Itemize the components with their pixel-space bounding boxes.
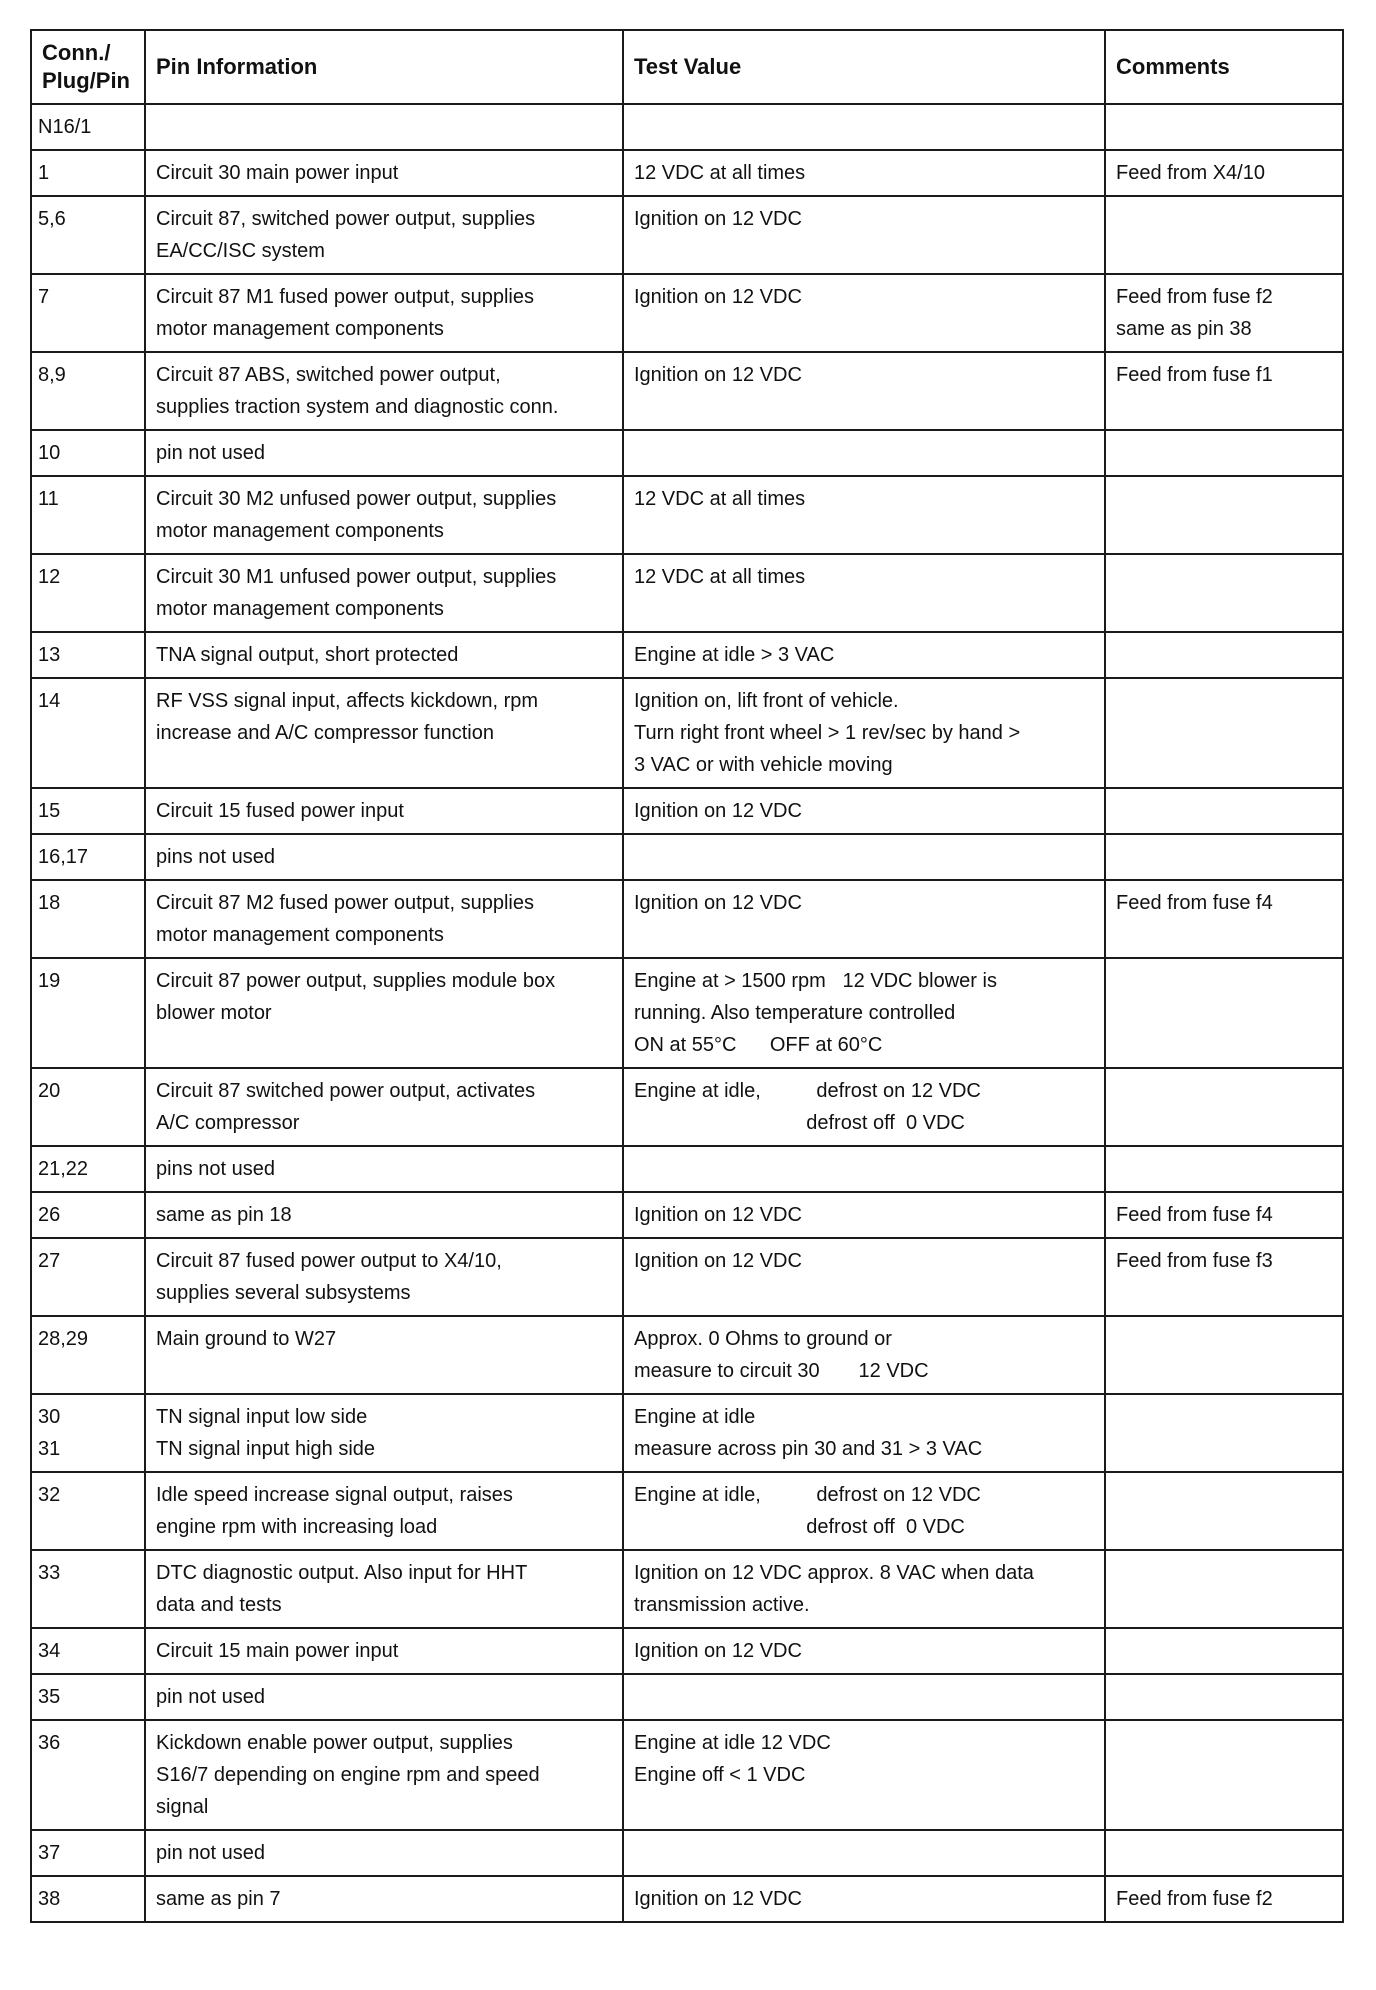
header-pin xyxy=(31,30,145,104)
cell-test-value-line: Engine at idle > 3 VAC xyxy=(634,644,835,666)
cell-pin-line: 1 xyxy=(38,162,50,184)
cell-comments-line: Feed from fuse f4 xyxy=(1116,1204,1273,1226)
cell-pin-line: 10 xyxy=(38,442,61,464)
cell-pin-information-line: motor management components xyxy=(156,924,444,946)
cell-pin-information xyxy=(145,1192,623,1238)
cell-pin-information xyxy=(145,678,623,788)
cell-pin-line: 5,6 xyxy=(38,208,66,230)
cell-pin-information-line: pin not used xyxy=(156,1842,265,1864)
cell-pin-information-line: S16/7 depending on engine rpm and speed xyxy=(156,1764,540,1786)
cell-pin-line: 32 xyxy=(38,1484,61,1506)
cell-test-value-line: defrost off 0 VDC xyxy=(634,1112,965,1134)
table-row xyxy=(31,352,1343,430)
cell-test-value xyxy=(623,476,1105,554)
cell-pin-information-line: Circuit 87 ABS, switched power output, xyxy=(156,364,501,386)
cell-comments xyxy=(1105,1472,1343,1550)
header-pin-line2: Plug/Pin xyxy=(42,68,130,93)
cell-comments xyxy=(1105,104,1343,150)
cell-pin xyxy=(31,150,145,196)
cell-pin-line: 31 xyxy=(38,1438,61,1460)
cell-pin xyxy=(31,1876,145,1922)
cell-pin-information xyxy=(145,1628,623,1674)
cell-comments xyxy=(1105,1550,1343,1628)
cell-pin-information-line: Circuit 87 M1 fused power output, supplies xyxy=(156,286,534,308)
header-pin-line1: Conn./ xyxy=(42,40,111,65)
cell-comments xyxy=(1105,554,1343,632)
table-row xyxy=(31,1720,1343,1830)
cell-pin-information-line: TN signal input low side xyxy=(156,1406,368,1428)
cell-test-value-line: Engine off < 1 VDC xyxy=(634,1764,806,1786)
cell-comments-line: Feed from fuse f3 xyxy=(1116,1250,1273,1272)
cell-pin-information-line: Circuit 15 main power input xyxy=(156,1640,399,1662)
table-row xyxy=(31,958,1343,1068)
cell-pin xyxy=(31,958,145,1068)
cell-pin-information-line: Circuit 87, switched power output, supplies xyxy=(156,208,536,230)
cell-test-value-line: Approx. 0 Ohms to ground or xyxy=(634,1328,892,1350)
cell-pin-information xyxy=(145,632,623,678)
cell-pin xyxy=(31,196,145,274)
cell-pin xyxy=(31,880,145,958)
cell-test-value-line: measure across pin 30 and 31 > 3 VAC xyxy=(634,1438,983,1460)
cell-test-value xyxy=(623,1674,1105,1720)
cell-test-value xyxy=(623,352,1105,430)
table-row xyxy=(31,1674,1343,1720)
table-row xyxy=(31,1830,1343,1876)
cell-test-value-line: Ignition on 12 VDC xyxy=(634,1204,802,1226)
cell-pin-information xyxy=(145,150,623,196)
cell-comments xyxy=(1105,678,1343,788)
cell-pin-line: 15 xyxy=(38,800,61,822)
cell-pin-information-line: TNA signal output, short protected xyxy=(156,644,459,666)
table-row xyxy=(31,104,1343,150)
table-row xyxy=(31,1192,1343,1238)
cell-pin-information-line: RF VSS signal input, affects kickdown, rpm xyxy=(156,690,539,712)
cell-pin xyxy=(31,1830,145,1876)
cell-comments xyxy=(1105,1876,1343,1922)
cell-pin xyxy=(31,1628,145,1674)
cell-test-value-line: Ignition on 12 VDC xyxy=(634,892,802,914)
cell-pin-information-line: supplies several subsystems xyxy=(156,1282,411,1304)
cell-pin-line: 36 xyxy=(38,1732,61,1754)
cell-pin xyxy=(31,678,145,788)
cell-pin-line: 20 xyxy=(38,1080,61,1102)
cell-test-value xyxy=(623,1068,1105,1146)
cell-test-value-line: Ignition on 12 VDC approx. 8 VAC when data xyxy=(634,1562,1034,1584)
cell-test-value-line: Ignition on 12 VDC xyxy=(634,286,802,308)
cell-test-value xyxy=(623,1192,1105,1238)
header-info: Pin Information xyxy=(145,30,623,104)
cell-comments xyxy=(1105,788,1343,834)
cell-pin-information xyxy=(145,1830,623,1876)
cell-comments xyxy=(1105,1146,1343,1192)
cell-test-value xyxy=(623,1720,1105,1830)
table-row xyxy=(31,788,1343,834)
cell-pin-information xyxy=(145,880,623,958)
cell-test-value-line: transmission active. xyxy=(634,1594,810,1616)
cell-comments xyxy=(1105,476,1343,554)
cell-pin-information xyxy=(145,1146,623,1192)
cell-pin-information-line: data and tests xyxy=(156,1594,282,1616)
cell-test-value xyxy=(623,880,1105,958)
cell-pin-information-line: engine rpm with increasing load xyxy=(156,1516,438,1538)
cell-pin-information xyxy=(145,1674,623,1720)
table-row xyxy=(31,834,1343,880)
cell-pin-line: 14 xyxy=(38,690,61,712)
cell-pin-information-line: DTC diagnostic output. Also input for HHT xyxy=(156,1562,528,1584)
cell-pin-information-line: same as pin 18 xyxy=(156,1204,292,1226)
cell-pin-information-line: Main ground to W27 xyxy=(156,1328,337,1350)
cell-test-value-line: measure to circuit 30 12 VDC xyxy=(634,1360,929,1382)
cell-comments xyxy=(1105,1394,1343,1472)
cell-test-value-line: 12 VDC at all times xyxy=(634,488,806,510)
cell-test-value-line: defrost off 0 VDC xyxy=(634,1516,965,1538)
cell-pin-line: 7 xyxy=(38,286,50,308)
cell-test-value xyxy=(623,274,1105,352)
table-row xyxy=(31,150,1343,196)
cell-pin-line: 16,17 xyxy=(38,846,89,868)
cell-test-value xyxy=(623,788,1105,834)
cell-pin xyxy=(31,788,145,834)
table-body xyxy=(31,104,1343,1922)
table-row xyxy=(31,476,1343,554)
cell-comments-line: same as pin 38 xyxy=(1116,318,1252,340)
cell-pin-information-line: supplies traction system and diagnostic conn. xyxy=(156,396,559,418)
cell-pin-information-line: Kickdown enable power output, supplies xyxy=(156,1732,513,1754)
cell-pin-information-line: blower motor xyxy=(156,1002,272,1024)
table-row xyxy=(31,554,1343,632)
cell-test-value-line: Ignition on 12 VDC xyxy=(634,364,802,386)
cell-test-value-line: Engine at idle 12 VDC xyxy=(634,1732,831,1754)
cell-pin-information xyxy=(145,1550,623,1628)
cell-pin-line: 21,22 xyxy=(38,1158,89,1180)
cell-test-value-line: Ignition on 12 VDC xyxy=(634,1888,802,1910)
cell-pin xyxy=(31,1472,145,1550)
cell-pin-line: 27 xyxy=(38,1250,61,1272)
cell-test-value xyxy=(623,1238,1105,1316)
cell-pin xyxy=(31,1550,145,1628)
cell-comments xyxy=(1105,1068,1343,1146)
cell-comments-line: Feed from fuse f2 xyxy=(1116,1888,1273,1910)
cell-test-value xyxy=(623,554,1105,632)
cell-pin-information xyxy=(145,1068,623,1146)
cell-pin-information-line: motor management components xyxy=(156,520,444,542)
cell-test-value xyxy=(623,1394,1105,1472)
cell-pin xyxy=(31,476,145,554)
cell-pin xyxy=(31,1394,145,1472)
cell-pin xyxy=(31,352,145,430)
cell-test-value xyxy=(623,958,1105,1068)
cell-pin-line: 26 xyxy=(38,1204,61,1226)
cell-pin-line: 38 xyxy=(38,1888,61,1910)
cell-pin-line: 13 xyxy=(38,644,61,666)
header-comments: Comments xyxy=(1105,30,1343,104)
cell-comments-line: Feed from fuse f1 xyxy=(1116,364,1273,386)
cell-pin-information xyxy=(145,274,623,352)
cell-pin-information xyxy=(145,1472,623,1550)
cell-pin-information-line: Circuit 87 switched power output, activates xyxy=(156,1080,536,1102)
cell-comments xyxy=(1105,1830,1343,1876)
cell-pin-information xyxy=(145,196,623,274)
cell-pin-line: 8,9 xyxy=(38,364,66,386)
cell-pin-information-line: pins not used xyxy=(156,1158,275,1180)
cell-pin-information xyxy=(145,834,623,880)
cell-comments-line: Feed from fuse f4 xyxy=(1116,892,1273,914)
cell-comments xyxy=(1105,1192,1343,1238)
cell-test-value-line: Ignition on 12 VDC xyxy=(634,800,802,822)
cell-pin xyxy=(31,1238,145,1316)
cell-test-value-line: Ignition on 12 VDC xyxy=(634,1250,802,1272)
cell-comments xyxy=(1105,958,1343,1068)
cell-pin-information-line: Circuit 87 M2 fused power output, supplies xyxy=(156,892,534,914)
cell-pin xyxy=(31,1316,145,1394)
cell-pin-information xyxy=(145,1316,623,1394)
cell-pin-information xyxy=(145,958,623,1068)
cell-comments xyxy=(1105,150,1343,196)
table-row xyxy=(31,1472,1343,1550)
cell-test-value-line: 3 VAC or with vehicle moving xyxy=(634,754,893,776)
cell-pin-information xyxy=(145,476,623,554)
cell-comments xyxy=(1105,1316,1343,1394)
cell-pin xyxy=(31,1720,145,1830)
cell-pin xyxy=(31,104,145,150)
cell-test-value-line: 12 VDC at all times xyxy=(634,162,806,184)
cell-test-value xyxy=(623,834,1105,880)
cell-pin-line: 12 xyxy=(38,566,61,588)
cell-pin xyxy=(31,632,145,678)
table-row xyxy=(31,1550,1343,1628)
table-row xyxy=(31,1876,1343,1922)
cell-pin xyxy=(31,1192,145,1238)
cell-pin-information-line: Circuit 15 fused power input xyxy=(156,800,404,822)
cell-pin xyxy=(31,1068,145,1146)
cell-test-value xyxy=(623,1876,1105,1922)
cell-test-value-line: Ignition on 12 VDC xyxy=(634,208,802,230)
table-row xyxy=(31,880,1343,958)
table-row xyxy=(31,430,1343,476)
cell-pin-line: 19 xyxy=(38,970,61,992)
cell-test-value xyxy=(623,104,1105,150)
cell-comments xyxy=(1105,196,1343,274)
cell-test-value-line: Ignition on, lift front of vehicle. xyxy=(634,690,899,712)
header-row xyxy=(31,30,1343,104)
cell-comments xyxy=(1105,1238,1343,1316)
cell-pin xyxy=(31,554,145,632)
cell-test-value-line: ON at 55°C OFF at 60°C xyxy=(634,1034,883,1056)
cell-pin-information-line: Circuit 87 power output, supplies module box xyxy=(156,970,556,992)
cell-pin-information-line: increase and A/C compressor function xyxy=(156,722,494,744)
cell-pin-line: 35 xyxy=(38,1686,61,1708)
cell-pin-line: 34 xyxy=(38,1640,61,1662)
cell-comments xyxy=(1105,632,1343,678)
cell-pin-information xyxy=(145,1720,623,1830)
cell-pin-information xyxy=(145,788,623,834)
cell-test-value-line: running. Also temperature controlled xyxy=(634,1002,956,1024)
cell-comments xyxy=(1105,1720,1343,1830)
cell-test-value-line: Turn right front wheel > 1 rev/sec by hand > xyxy=(634,722,1021,744)
pin-table xyxy=(30,29,1344,1923)
cell-pin-line: 37 xyxy=(38,1842,61,1864)
cell-test-value xyxy=(623,1550,1105,1628)
cell-comments xyxy=(1105,834,1343,880)
cell-test-value-line: Engine at idle xyxy=(634,1406,756,1428)
cell-pin-information xyxy=(145,554,623,632)
cell-pin-information-line: TN signal input high side xyxy=(156,1438,376,1460)
cell-pin xyxy=(31,1146,145,1192)
cell-test-value xyxy=(623,1628,1105,1674)
table-row xyxy=(31,632,1343,678)
cell-pin-information xyxy=(145,1394,623,1472)
cell-pin-line: N16/1 xyxy=(38,116,92,138)
cell-pin-line: 30 xyxy=(38,1406,61,1428)
cell-comments xyxy=(1105,1674,1343,1720)
cell-comments-line: Feed from fuse f2 xyxy=(1116,286,1273,308)
cell-test-value xyxy=(623,1146,1105,1192)
cell-comments xyxy=(1105,352,1343,430)
cell-pin xyxy=(31,274,145,352)
table-row xyxy=(31,1068,1343,1146)
cell-pin xyxy=(31,1674,145,1720)
cell-comments xyxy=(1105,430,1343,476)
cell-test-value xyxy=(623,150,1105,196)
cell-pin-information-line: motor management components xyxy=(156,598,444,620)
cell-pin-information-line: motor management components xyxy=(156,318,444,340)
cell-pin-information-line: pin not used xyxy=(156,442,265,464)
cell-pin-information-line: pins not used xyxy=(156,846,275,868)
table-row xyxy=(31,1394,1343,1472)
cell-pin-line: 11 xyxy=(38,488,59,510)
table-row xyxy=(31,1238,1343,1316)
cell-pin-information-line: Circuit 30 M2 unfused power output, supplies xyxy=(156,488,557,510)
cell-comments xyxy=(1105,1628,1343,1674)
cell-pin-information-line: Circuit 30 M1 unfused power output, supplies xyxy=(156,566,557,588)
cell-comments xyxy=(1105,274,1343,352)
cell-pin-information-line: A/C compressor xyxy=(156,1112,300,1134)
cell-pin-line: 33 xyxy=(38,1562,61,1584)
cell-pin-information xyxy=(145,1876,623,1922)
table-row xyxy=(31,1146,1343,1192)
cell-test-value xyxy=(623,1316,1105,1394)
cell-pin-line: 28,29 xyxy=(38,1328,89,1350)
cell-pin-information-line: pin not used xyxy=(156,1686,265,1708)
cell-test-value-line: Engine at idle, defrost on 12 VDC xyxy=(634,1484,981,1506)
cell-test-value xyxy=(623,1830,1105,1876)
cell-test-value-line: 12 VDC at all times xyxy=(634,566,806,588)
cell-comments-line: Feed from X4/10 xyxy=(1116,162,1265,184)
cell-pin-information-line: Idle speed increase signal output, raises xyxy=(156,1484,513,1506)
cell-test-value-line: Engine at idle, defrost on 12 VDC xyxy=(634,1080,981,1102)
cell-pin-information xyxy=(145,1238,623,1316)
cell-test-value xyxy=(623,632,1105,678)
cell-pin-information xyxy=(145,352,623,430)
cell-pin-information-line: Circuit 30 main power input xyxy=(156,162,399,184)
cell-test-value xyxy=(623,196,1105,274)
table-row xyxy=(31,1316,1343,1394)
table-row xyxy=(31,678,1343,788)
document-page xyxy=(30,29,1342,1923)
table-row xyxy=(31,1628,1343,1674)
cell-test-value xyxy=(623,678,1105,788)
cell-pin-information-line: EA/CC/ISC system xyxy=(156,240,325,262)
cell-pin-information xyxy=(145,430,623,476)
cell-pin-line: 18 xyxy=(38,892,61,914)
cell-pin-information-line: same as pin 7 xyxy=(156,1888,281,1910)
cell-pin-information-line: signal xyxy=(156,1796,209,1818)
cell-test-value-line: Engine at > 1500 rpm 12 VDC blower is xyxy=(634,970,997,992)
cell-comments xyxy=(1105,880,1343,958)
cell-test-value xyxy=(623,430,1105,476)
cell-pin-information xyxy=(145,104,623,150)
cell-pin xyxy=(31,430,145,476)
cell-pin xyxy=(31,834,145,880)
header-test: Test Value xyxy=(623,30,1105,104)
table-row xyxy=(31,196,1343,274)
cell-test-value xyxy=(623,1472,1105,1550)
table-row xyxy=(31,274,1343,352)
cell-test-value-line: Ignition on 12 VDC xyxy=(634,1640,802,1662)
cell-pin-information-line: Circuit 87 fused power output to X4/10, xyxy=(156,1250,502,1272)
